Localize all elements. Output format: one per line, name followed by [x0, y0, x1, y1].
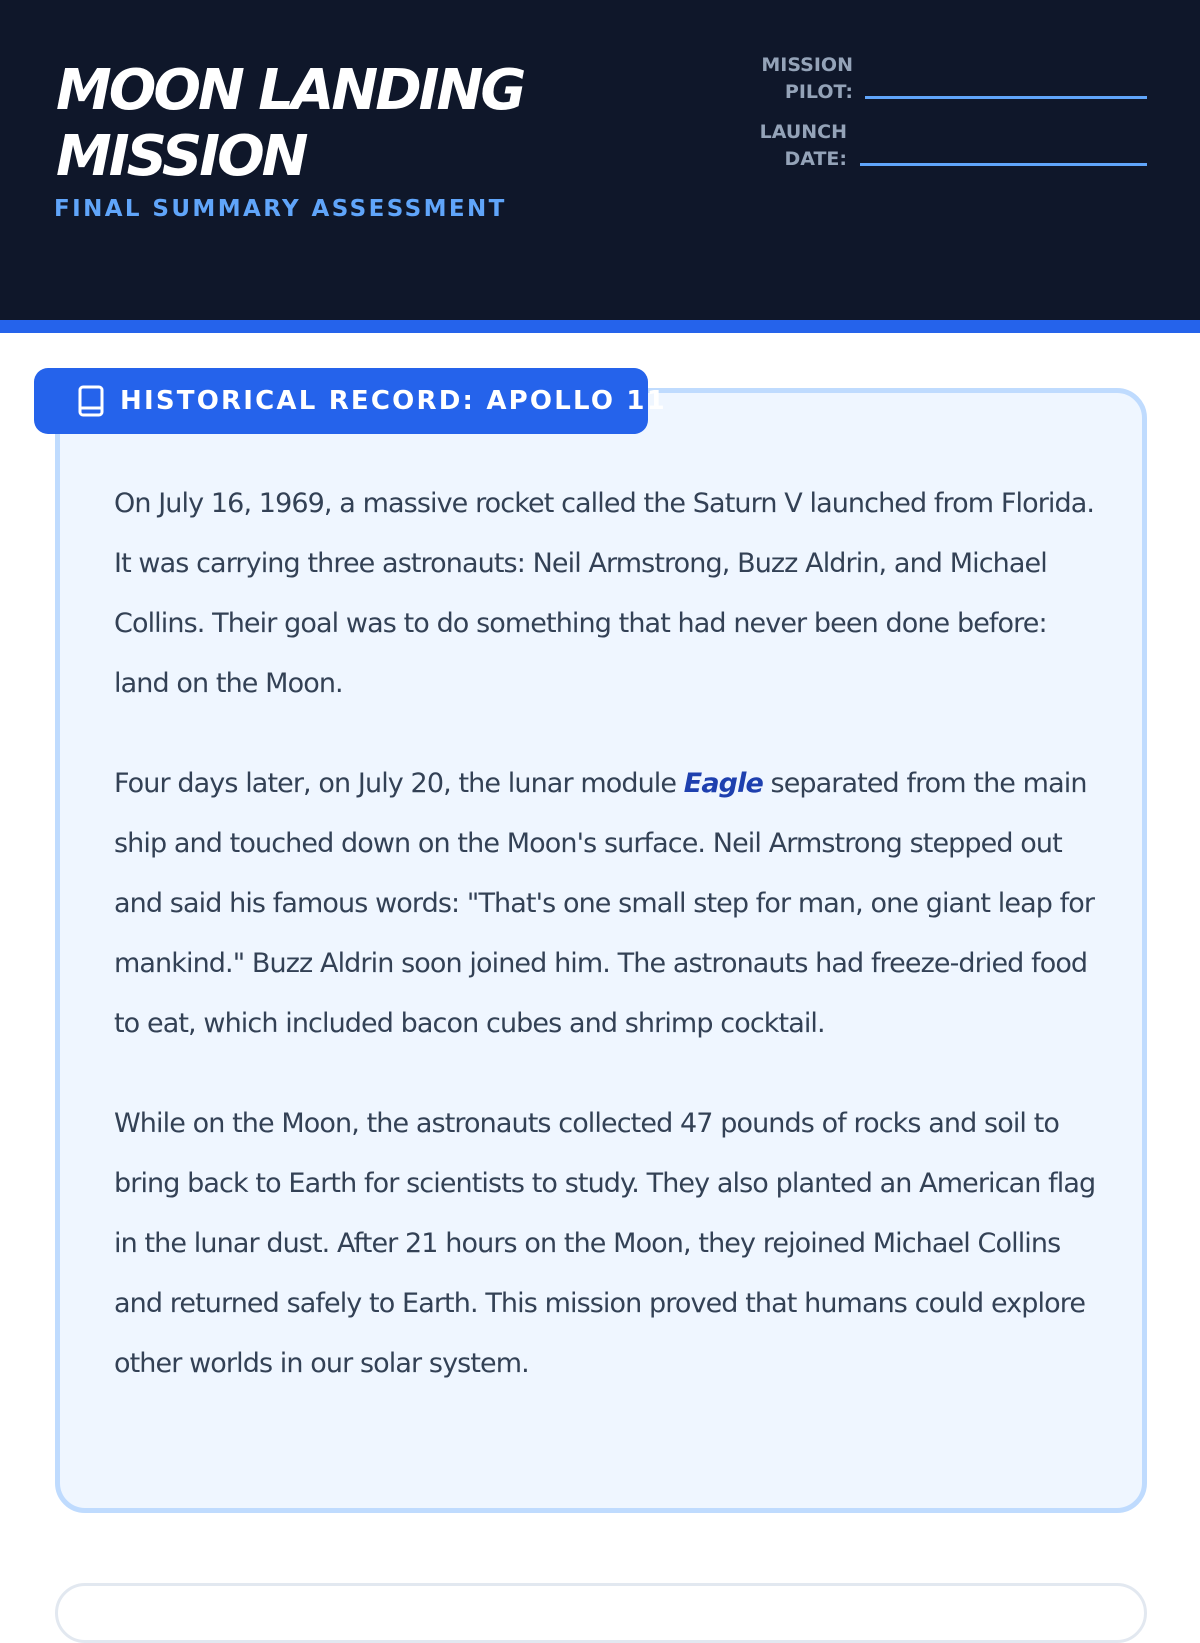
paragraph-return: While on the Moon, the astronauts collected 47 pounds of rocks and soil to bring back to Earth for scientists to study. They also planted an American flag in the lunar dust. After 21 hours on the Moon, they rejoined Michael Collins and returned safely to Earth. This mission proved that humans could explore other worlds in our solar system. [114, 1108, 1096, 1379]
mission-pilot-label: MISSION PILOT: [761, 54, 853, 103]
header [0, 0, 1200, 320]
header-accent-bar [0, 320, 1200, 333]
eagle-emphasis: Eagle [683, 768, 763, 799]
landing-text-end: separated from the main ship and touched down on the Moon's surface. Neil Armstrong stepped out and said his famous words: "That's one small step for man, one giant leap for mankind." Buzz Aldrin soon joined him. The astronauts had freeze-dried food to eat, which included bacon cubes and shrimp cocktail. [114, 768, 1095, 1039]
book-icon [78, 385, 104, 417]
historical-record-tab [34, 368, 667, 434]
paragraph-launch: On July 16, 1969, a massive rocket called the Saturn V launched from Florida. It was carrying three astronauts: Neil Armstrong, Buzz Aldrin, and Michael Collins. Their goal was to do something that had never been done before: land on the Moon. [114, 488, 1095, 699]
title-line-2: MISSION [56, 124, 306, 189]
launch-date-label: LAUNCH DATE: [759, 121, 847, 170]
record-tab-label: HISTORICAL RECORD: APOLLO 11 [120, 386, 667, 416]
record-text [114, 474, 1104, 1434]
next-section-card [55, 1583, 1147, 1643]
mission-pilot-field[interactable] [865, 96, 1147, 99]
page-subtitle: FINAL SUMMARY ASSESSMENT [54, 196, 507, 222]
paragraph-landing [114, 754, 1104, 1054]
landing-text-start: Four days later, on July 20, the lunar module [114, 768, 684, 799]
page-title [56, 58, 523, 190]
title-line-1: MOON LANDING [56, 58, 524, 123]
launch-date-field[interactable] [860, 163, 1147, 166]
